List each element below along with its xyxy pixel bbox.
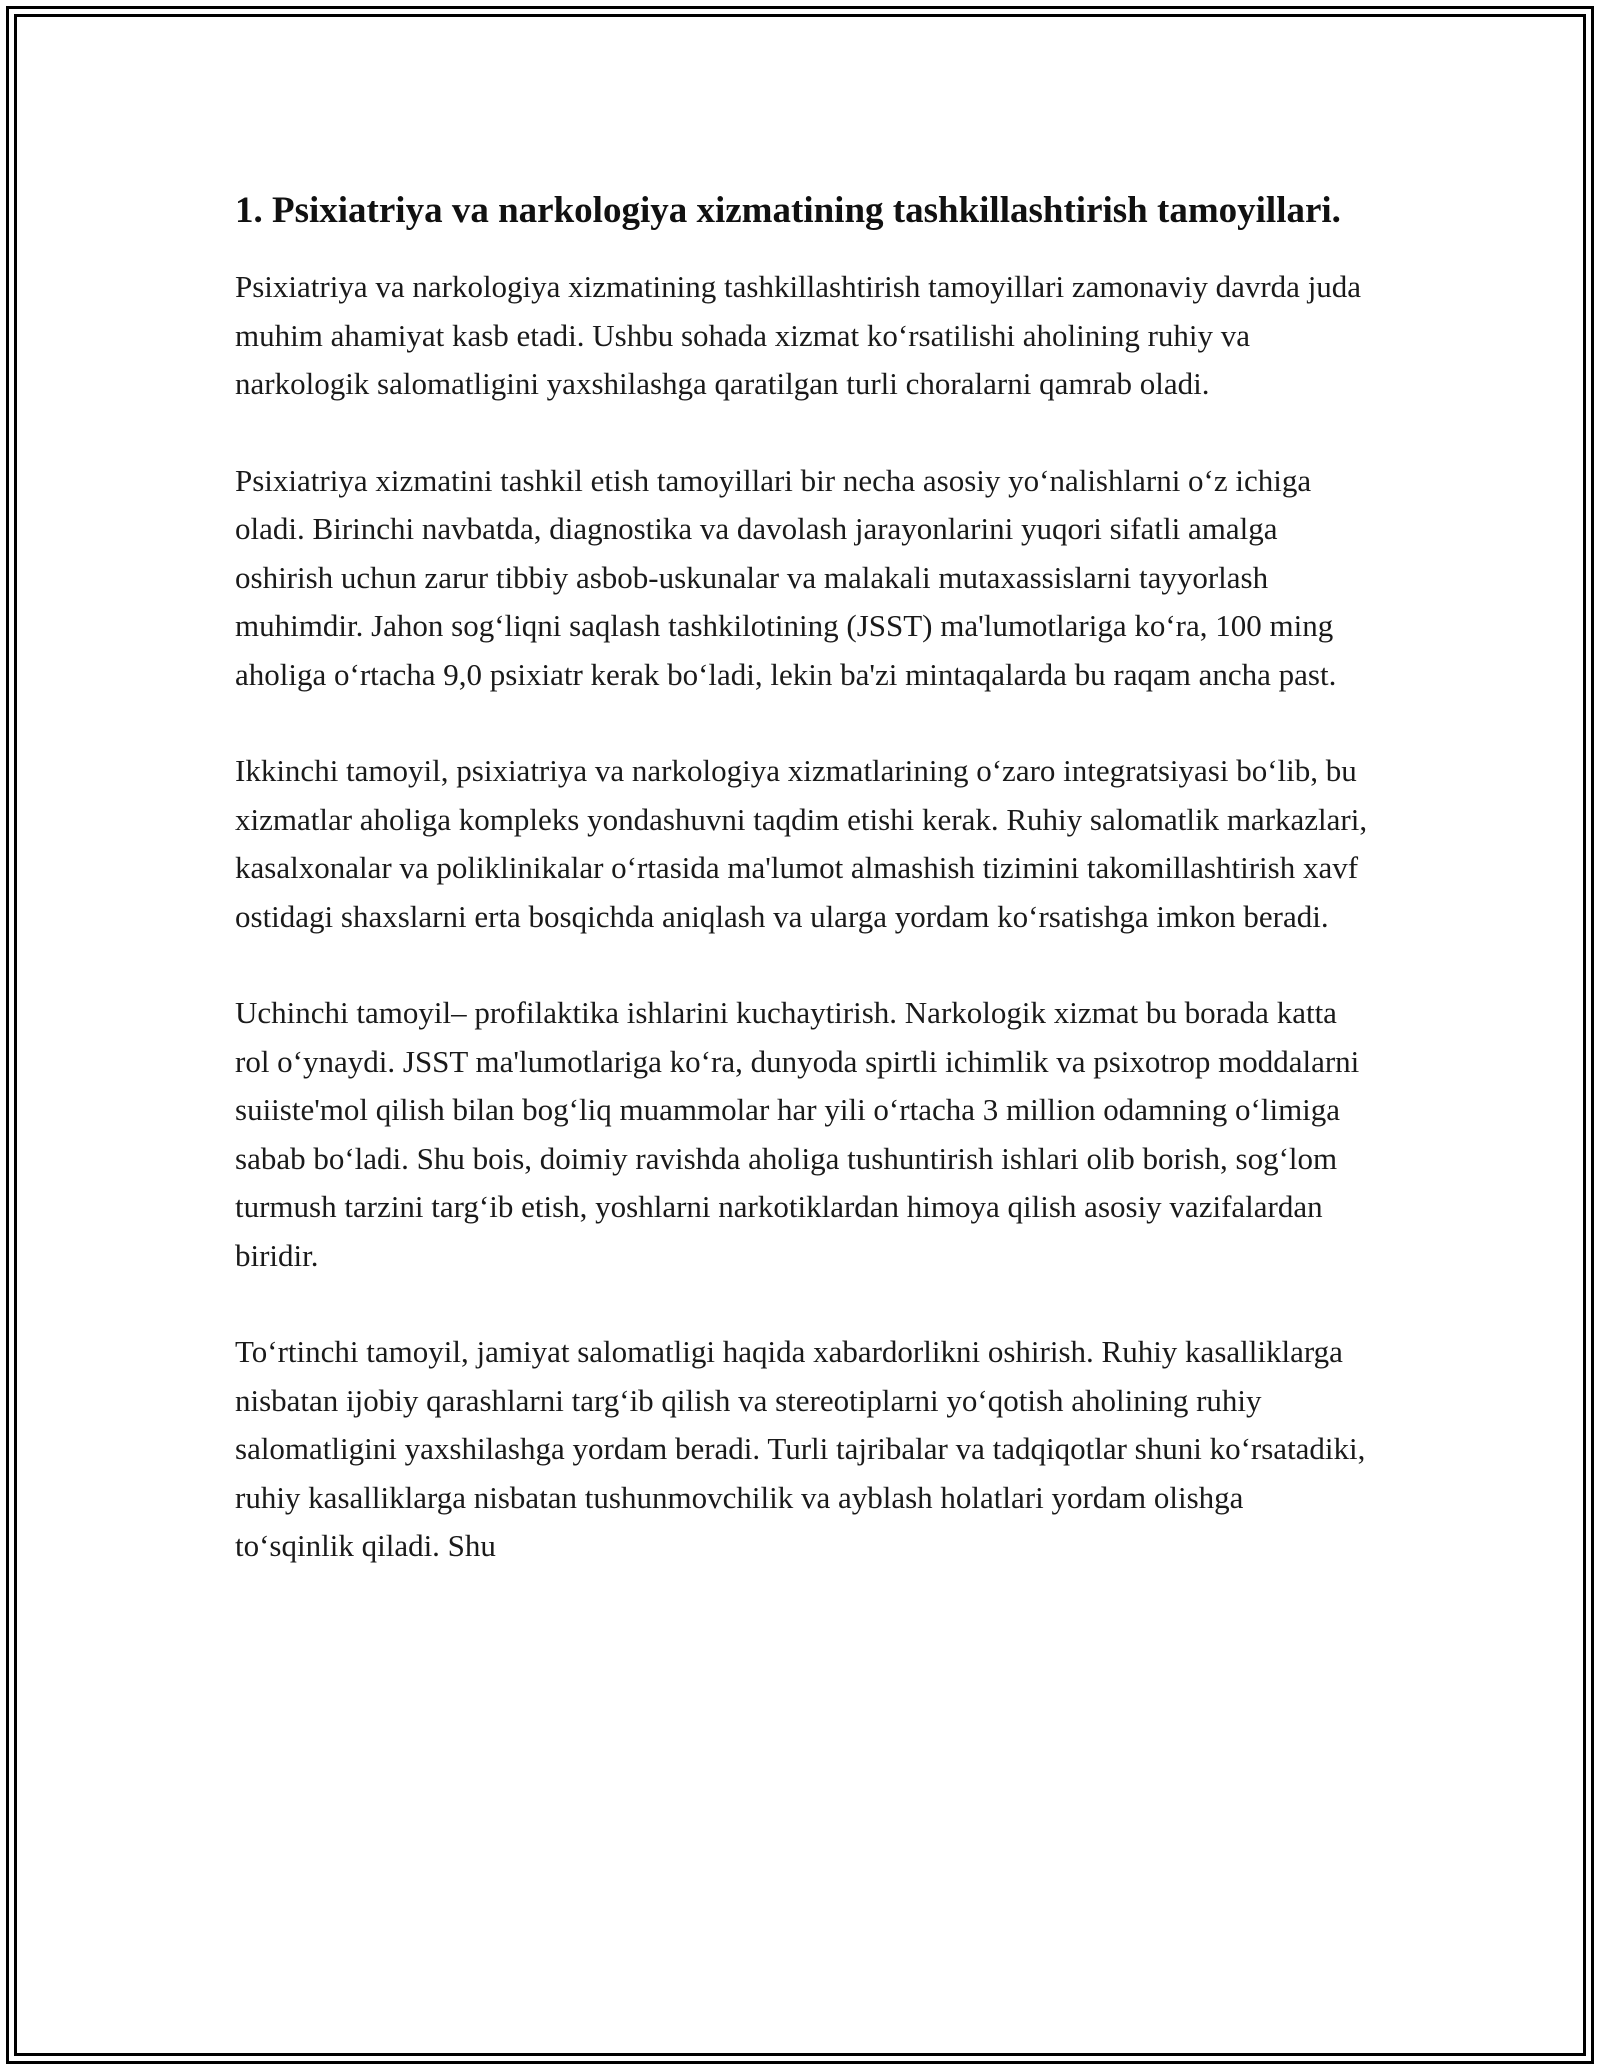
paragraph-fourth-principle: Toʻrtinchi tamoyil, jamiyat salomatligi haqida xabardorlikni oshirish. Ruhiy kasalliklarga nisbatan ijobiy qarashlarni targʻib qilish va stereotiplarni yoʻqotish aholining ruhiy salomatligini yaxshilashga yordam beradi. Turli tajribalar va tadqiqotlar shuni koʻrsatadiki, ruhiy kasalliklarga nisbatan tushunmovchilik va ayblash holatlari yordam olishga toʻsqinlik qiladi. Shu — [235, 1334, 1366, 1563]
document-title: 1. Psixiatriya va narkologiya xizmatining tashkillashtirish tamoyillari. — [235, 190, 1341, 231]
paragraph-second-principle: Ikkinchi tamoyil, psixiatriya va narkologiya xizmatlarining oʻzaro integratsiyasi boʻlib, bu xizmatlar aholiga kompleks yondashuvni taqdim etishi kerak. Ruhiy salomatlik markazlari, kasalxonalar va poliklinikalar oʻrtasida ma'lumot almashish tizimini takomillashtirish xavf ostidagi shaxslarni erta bosqichda aniqlash va ularga yordam koʻrsatishga imkon beradi. — [235, 753, 1368, 934]
document-body — [235, 186, 1370, 1619]
paragraph-intro: Psixiatriya va narkologiya xizmatining tashkillashtirish tamoyillari zamonaviy davrda juda muhim ahamiyat kasb etadi. Ushbu sohada xizmat koʻrsatilishi aholining ruhiy va narkologik salomatligini yaxshilashga qaratilgan turli choralarni qamrab oladi. — [235, 269, 1362, 401]
paragraph-first-principle: Psixiatriya xizmatini tashkil etish tamoyillari bir necha asosiy yoʻnalishlarni oʻz ichiga oladi. Birinchi navbatda, diagnostika va davolash jarayonlarini yuqori sifatli amalga oshirish uchun zarur tibbiy asbob-uskunalar va malakali mutaxassislarni tayyorlash muhimdir. Jahon sogʻliqni saqlash tashkilotining (JSST) ma'lumotlariga koʻra, 100 ming aholiga oʻrtacha 9,0 psixiatr kerak boʻladi, lekin ba'zi mintaqalarda bu raqam ancha past. — [235, 462, 1337, 692]
paragraph-third-principle: Uchinchi tamoyil– profilaktika ishlarini kuchaytirish. Narkologik xizmat bu borada katta rol oʻynaydi. JSST ma'lumotlariga koʻra, dunyoda spirtli ichimlik va psixotrop moddalarni suiiste'mol qilish bilan bogʻliq muammolar har yili oʻrtacha 3 million odamning oʻlimiga sabab boʻladi. Shu bois, doimiy ravishda aholiga tushuntirish ishlari olib borish, sogʻlom turmush tarzini targʻib etish, yoshlarni narkotiklardan himoya qilish asosiy vazifalardan biridir. — [235, 995, 1360, 1273]
